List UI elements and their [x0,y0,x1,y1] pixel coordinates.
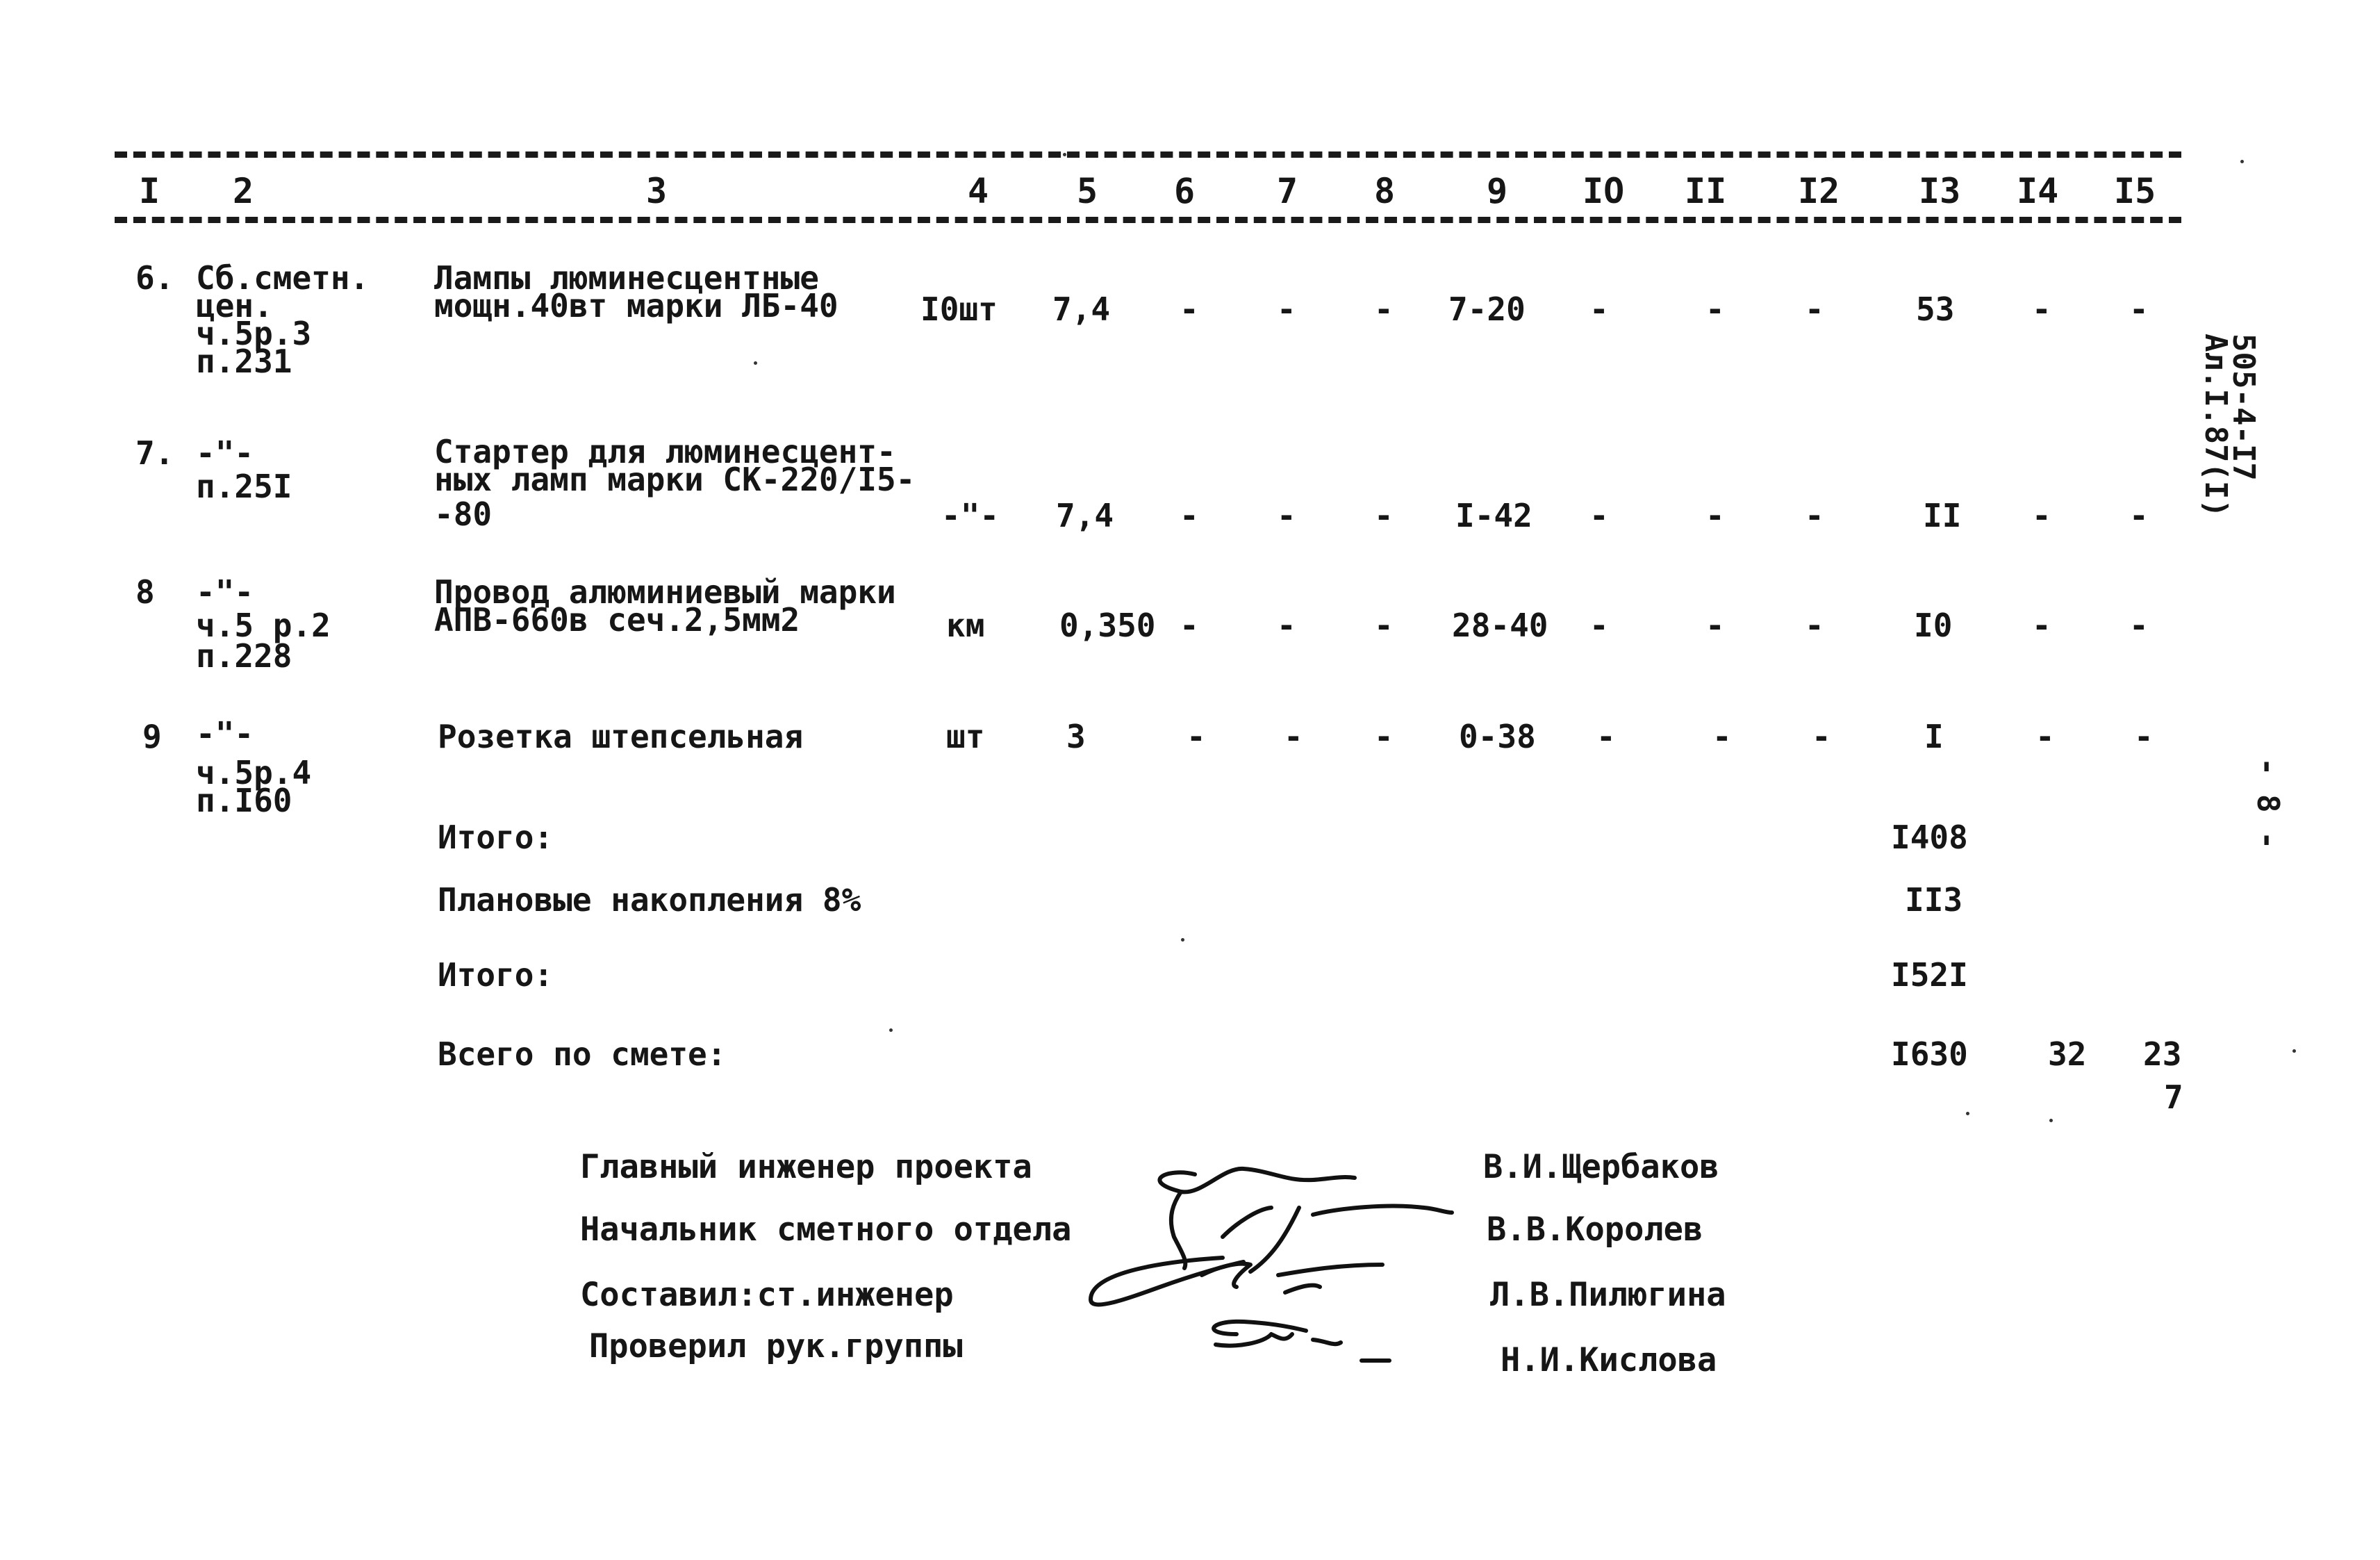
row-col7: - [1277,607,1296,644]
col-header-4: 4 [968,171,989,211]
subtotal-value: I408 [1891,819,1968,856]
top-rule [115,151,2181,158]
row-basis-line: -"- [196,573,254,611]
scan-speck [1181,938,1184,942]
row-unit: км [946,607,985,644]
grand-total-col15-sub: 7 [2164,1078,2183,1116]
row-col6: - [1187,718,1206,755]
col-header-1: I [139,171,160,211]
row-col13: II [1923,497,1962,534]
row-col8: - [1374,607,1394,644]
row-col8: - [1374,497,1394,534]
scan-speck [754,361,757,365]
row-basis-line: ч.5р.3 [196,315,312,352]
page-number: - 8 - [2250,757,2286,850]
subtotal-label: Итого: [438,819,554,856]
row-basis-line: ч.5р.4 [196,754,312,791]
row-basis-line: -"- [196,715,254,753]
row-unit: I0шт [920,290,998,328]
row-basis-line: п.231 [196,343,292,380]
row-col12: - [1805,607,1824,644]
grand-total-col15: 23 [2143,1035,2182,1073]
row-col10: - [1589,290,1609,328]
col-header-13: I3 [1919,171,1961,211]
row-basis-line: п.I60 [196,782,292,819]
row-quantity: 7,4 [1056,497,1114,534]
col-header-6: 6 [1174,171,1196,211]
row-quantity: 3 [1066,718,1086,755]
col-header-5: 5 [1077,171,1098,211]
row-col10: - [1589,607,1609,644]
side-annotation [2198,334,2275,563]
row-col7: - [1277,290,1296,328]
row-number: 8 [135,573,155,611]
col-header-14: I4 [2017,171,2059,211]
row-col9: 7-20 [1448,290,1526,328]
row-col11: - [1712,718,1732,755]
side-code: 505-4-I7 [2226,334,2261,481]
grand-total-col14: 32 [2048,1035,2087,1073]
scan-speck [2049,1119,2053,1122]
row-basis-line: -"- [196,434,254,472]
signature-title: Главный инженер проекта [580,1148,1032,1186]
subtotal-2-value: I52I [1891,956,1968,994]
signature-name: Н.И.Кислова [1501,1341,1717,1379]
row-unit: -"- [941,497,1000,534]
row-number: 9 [142,718,162,755]
row-name-line: Провод алюминиевый марки [434,573,896,611]
grand-total-col13: I630 [1891,1035,1968,1073]
row-quantity: 0,350 [1059,607,1156,644]
row-col9: 0-38 [1459,718,1536,755]
planned-savings-label: Плановые накопления 8% [438,881,861,919]
col-header-15: I5 [2114,171,2156,211]
row-col14: - [2032,497,2051,534]
scan-speck [889,1028,893,1032]
grand-total-label: Всего по смете: [438,1035,727,1073]
row-unit: шт [946,718,985,755]
row-quantity: 7,4 [1052,290,1111,328]
row-col13: I0 [1914,607,1953,644]
row-col15: - [2129,607,2149,644]
row-col8: - [1374,718,1394,755]
row-col10: - [1589,497,1609,534]
row-name-line: Розетка штепсельная [438,718,804,755]
col-header-12: I2 [1798,171,1840,211]
row-col6: - [1180,607,1199,644]
row-col11: - [1705,607,1725,644]
row-name-line: -80 [434,495,493,533]
col-header-7: 7 [1277,171,1298,211]
row-name-line: Лампы люминесцентные [434,259,819,297]
row-basis-line: ч.5 р.2 [196,607,331,644]
row-col15: - [2129,290,2149,328]
row-col6: - [1180,497,1199,534]
row-col9: 28-40 [1452,607,1548,644]
signature-title: Проверил рук.группы [589,1327,963,1365]
row-number: 7. [135,434,174,472]
scan-speck [1966,1112,1969,1115]
row-col15: - [2129,497,2149,534]
col-header-8: 8 [1374,171,1396,211]
row-col12: - [1805,497,1824,534]
row-col15: - [2134,718,2154,755]
row-basis-line: цен. [196,287,273,325]
row-col14: - [2032,607,2051,644]
row-col13: 53 [1916,290,1955,328]
signature-title: Составил:ст.инженер [580,1276,954,1314]
col-header-11: II [1685,171,1727,211]
row-col8: - [1374,290,1394,328]
row-col13: I [1924,718,1944,755]
row-basis-line: Сб.сметн. [196,259,370,297]
row-col14: - [2032,290,2051,328]
signature-title: Начальник сметного отдела [580,1210,1072,1249]
signature-name: В.И.Щербаков [1483,1148,1719,1186]
row-col7: - [1277,497,1296,534]
row-name-line: ных ламп марки СК-220/I5- [434,461,916,498]
side-album: Ал.І.87(I) [2198,334,2233,518]
row-col6: - [1180,290,1199,328]
header-rule [115,217,2181,223]
row-name-line: Стартер для люминесцент- [434,433,896,470]
row-col12: - [1805,290,1824,328]
row-name-line: мощн.40вт марки ЛБ-40 [434,287,838,325]
scan-speck [2292,1049,2296,1053]
row-col12: - [1812,718,1831,755]
row-number: 6. [135,259,174,297]
row-col10: - [1596,718,1616,755]
row-col14: - [2035,718,2055,755]
row-basis-line: п.25I [196,468,292,505]
row-name-line: АПВ-660в сеч.2,5мм2 [434,601,800,639]
row-col7: - [1284,718,1303,755]
row-col11: - [1705,290,1725,328]
row-col9: I-42 [1455,497,1532,534]
col-header-3: 3 [646,171,668,211]
row-basis-line: п.228 [196,637,292,675]
col-header-10: IO [1582,171,1625,211]
scan-speck [1063,153,1066,156]
planned-savings-value: II3 [1905,881,1963,919]
scan-speck [2240,160,2244,163]
subtotal-2-label: Итого: [438,956,554,994]
signature-name: Л.В.Пилюгина [1490,1276,1726,1314]
signature-name: В.В.Королев [1487,1210,1703,1249]
handwritten-signatures [1063,1126,1507,1390]
col-header-9: 9 [1487,171,1508,211]
col-header-2: 2 [233,171,254,211]
row-col11: - [1705,497,1725,534]
